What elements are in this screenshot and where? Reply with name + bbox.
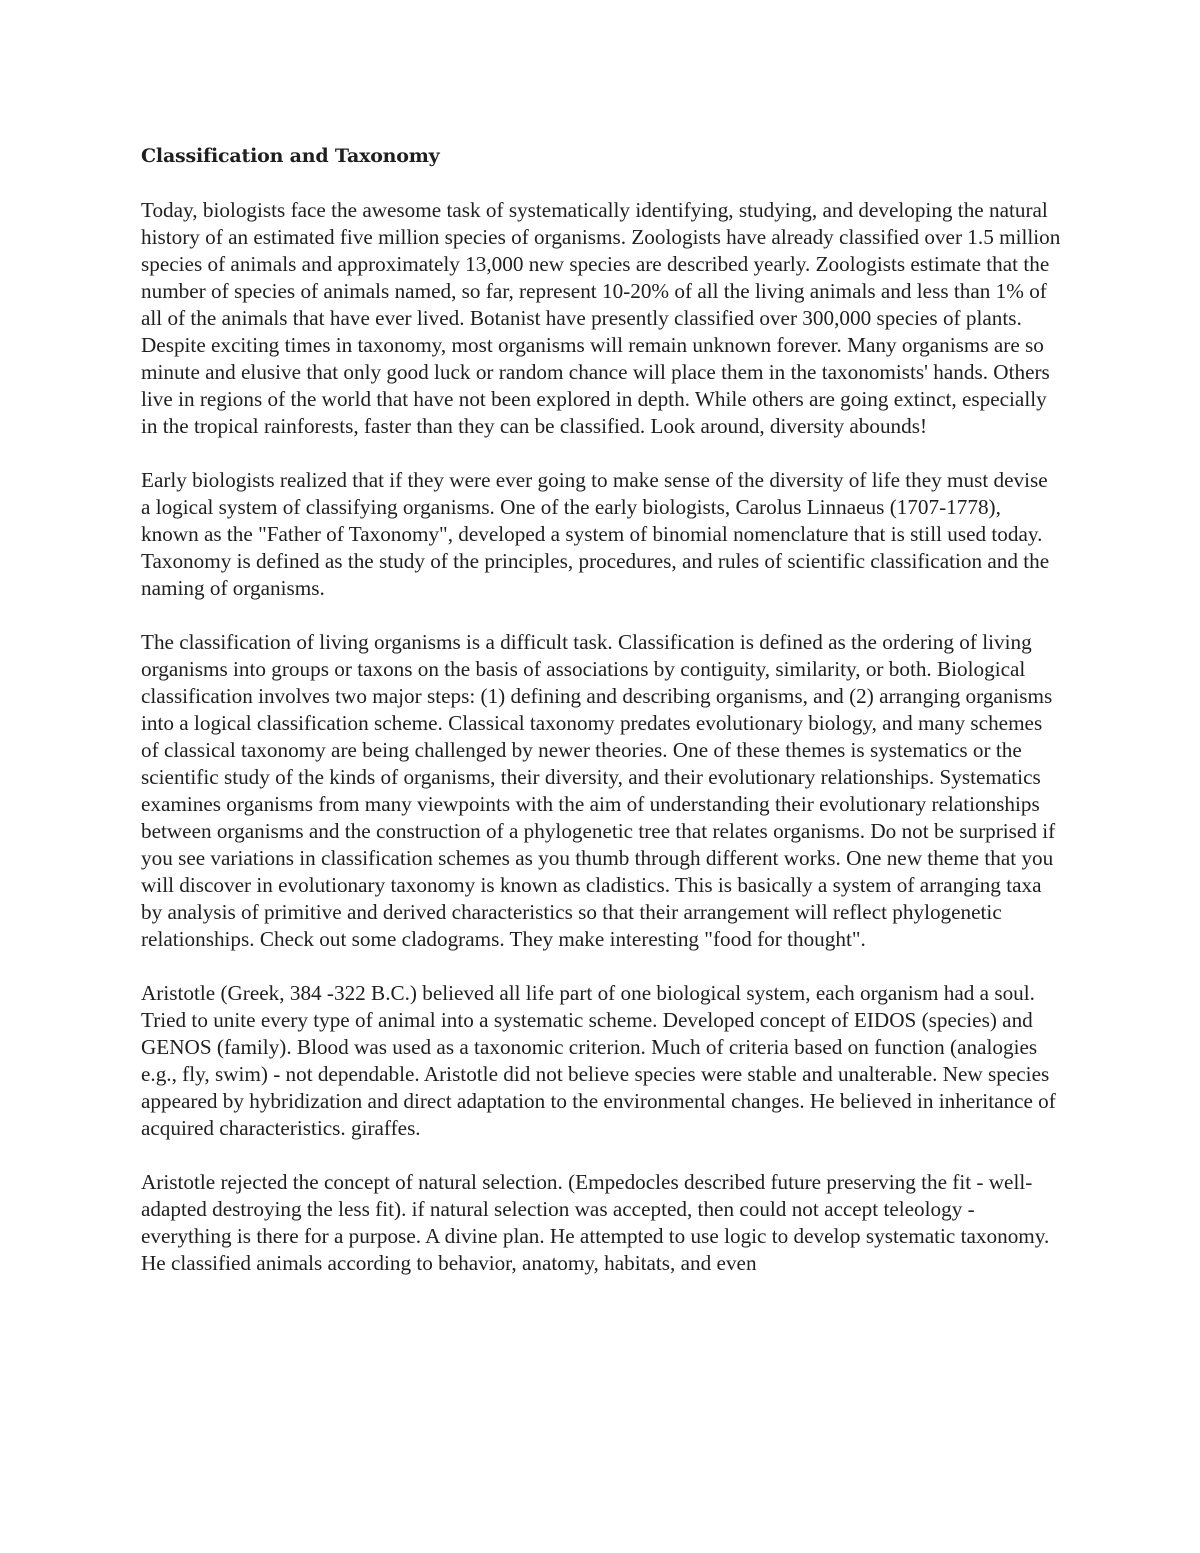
document-title: Classification and Taxonomy (141, 145, 440, 167)
paragraph-linnaeus: Early biologists realized that if they were ever going to make sense of the diversity of life they must devise a logical system of classifying organisms. One of the early biologists, Carolus Linnaeus (1707-1778), known as the "Father of Taxonomy", developed a system of binomial nomenclature that is still used today. Taxonomy is defined as the study of the principles, procedures, and rules of scientific classification and the naming of organisms. (141, 468, 1050, 600)
document-body (141, 141, 1061, 1277)
paragraph-intro: Today, biologists face the awesome task of systematically identifying, studying, and developing the natural history of an estimated five million species of organisms. Zoologists have already classified over 1.5 million species of animals and approximately 13,000 new species are described yearly. Zoologists estimate that the number of species of animals named, so far, represent 10-20% of all the living animals and less than 1% of all of the animals that have ever lived. Botanist have presently classified over 300,000 species of plants. Despite exciting times in taxonomy, most organisms will remain unknown forever. Many organisms are so minute and elusive that only good luck or random chance will place them in the taxonomists' hands. Others live in regions of the world that have not been explored in depth. While others are going extinct, especially in the tropical rainforests, faster than they can be classified. Look around, diversity abounds! (141, 198, 1061, 438)
paragraph-natural-selection: Aristotle rejected the concept of natural selection. (Empedocles described future preserving the fit - well-adapted destroying the less fit). if natural selection was accepted, then could not accept teleology - everything is there for a purpose. A divine plan. He attempted to use logic to develop systematic taxonomy. He classified animals according to behavior, anatomy, habitats, and even (141, 1170, 1050, 1275)
paragraph-classification: The classification of living organisms is a difficult task. Classification is defined as the ordering of living organisms into groups or taxons on the basis of associations by contiguity, similarity, or both. Biological classification involves two major steps: (1) defining and describing organisms, and (2) arranging organisms into a logical classification scheme. Classical taxonomy predates evolutionary biology, and many schemes of classical taxonomy are being challenged by newer theories. One of these themes is systematics or the scientific study of the kinds of organisms, their diversity, and their evolutionary relationships. Systematics examines organisms from many viewpoints with the aim of understanding their evolutionary relationships between organisms and the construction of a phylogenetic tree that relates organisms. Do not be surprised if you see variations in classification schemes as you thumb through different works. One new theme that you will discover in evolutionary taxonomy is known as cladistics. This is basically a system of arranging taxa by analysis of primitive and derived characteristics so that their arrangement will reflect phylogenetic relationships. Check out some cladograms. They make interesting "food for thought". (141, 630, 1056, 951)
paragraph-aristotle: Aristotle (Greek, 384 -322 B.C.) believed all life part of one biological system, each organism had a soul. Tried to unite every type of animal into a systematic scheme. Developed concept of EIDOS (species) and GENOS (family). Blood was used as a taxonomic criterion. Much of criteria based on function (analogies e.g., fly, swim) - not dependable. Aristotle did not believe species were stable and unalterable. New species appeared by hybridization and direct adaptation to the environmental changes. He believed in inheritance of acquired characteristics. giraffes. (141, 981, 1056, 1140)
